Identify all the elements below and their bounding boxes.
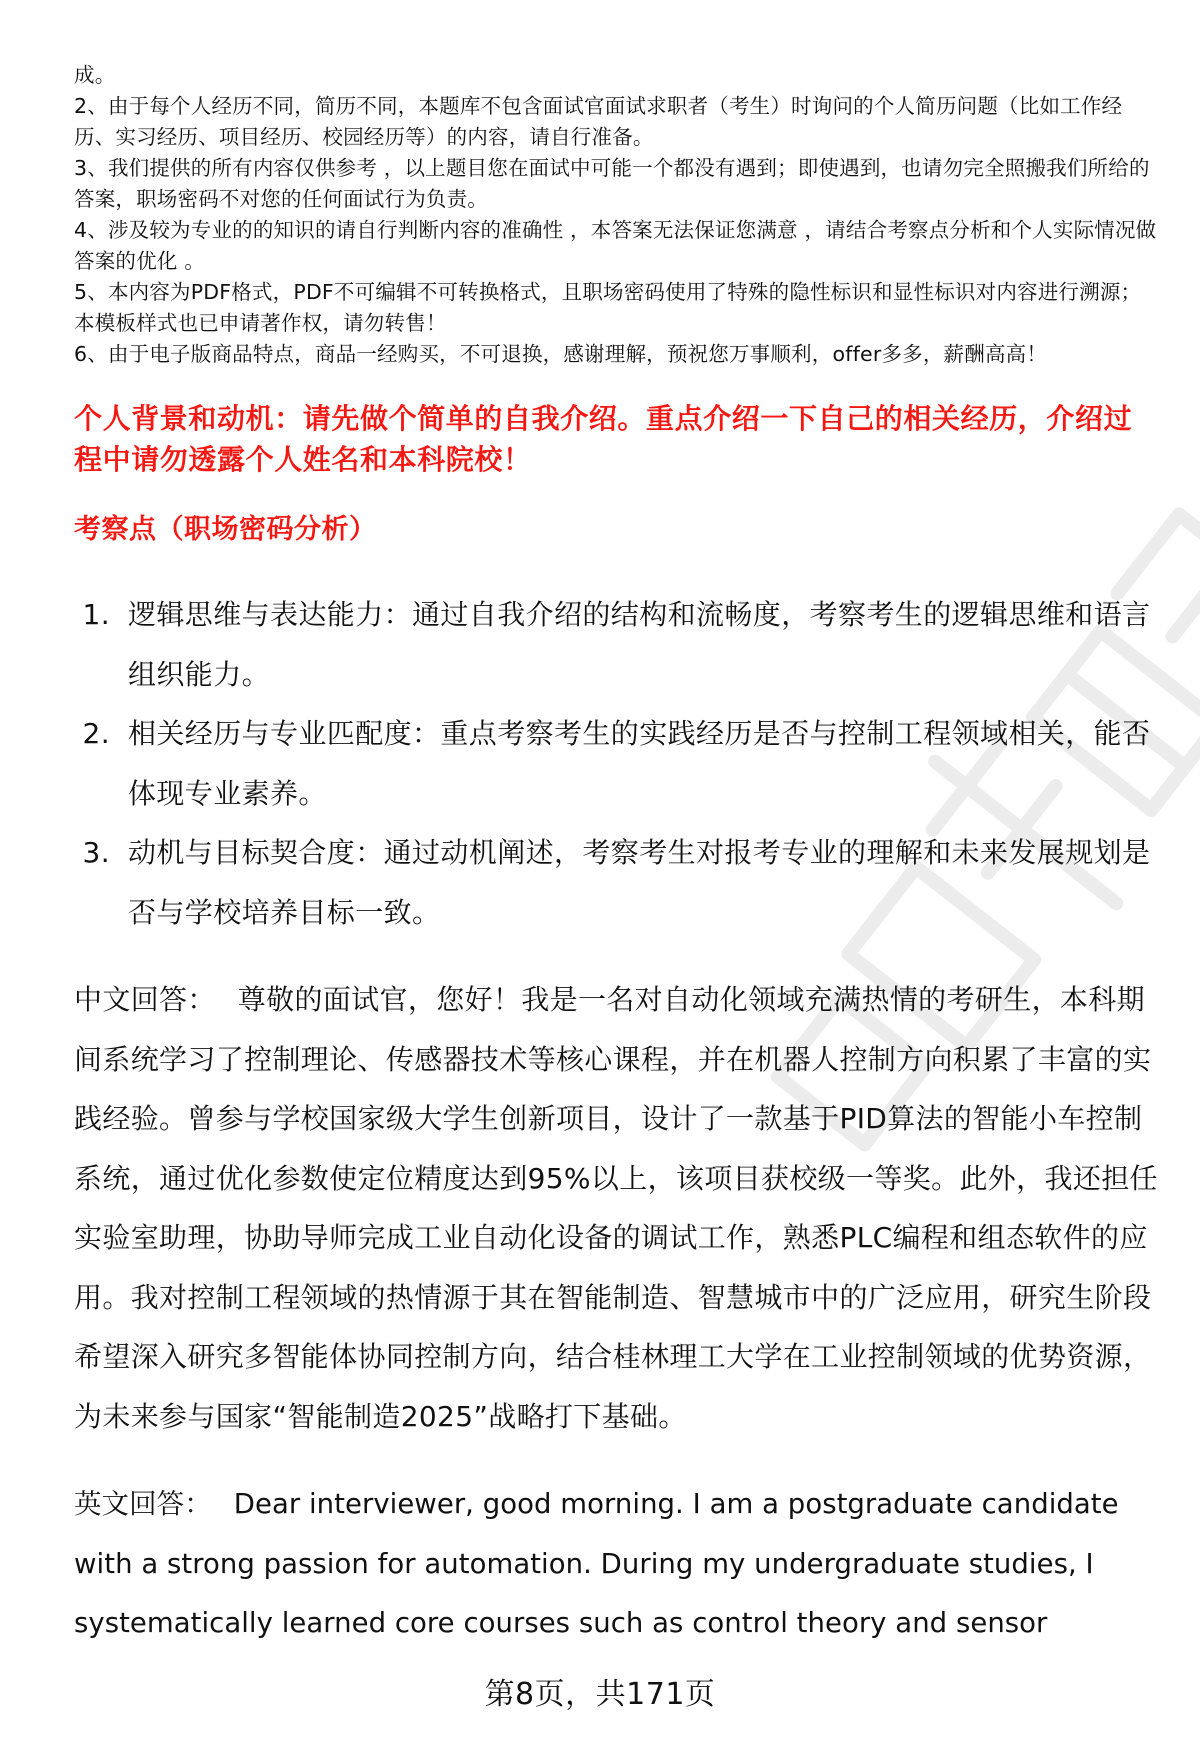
chinese-answer-label: 中文回答： (74, 983, 216, 1016)
point-number: 2. (82, 717, 110, 750)
chinese-answer (74, 970, 1164, 1446)
english-answer-label: 英文回答： (74, 1488, 212, 1520)
point-text: 相关经历与专业匹配度：重点考察考生的实践经历是否与控制工程领域相关，能否体现专业素养。 (128, 717, 1151, 810)
note-line: 成。 (74, 63, 116, 87)
note-line: 2、由于每个人经历不同，简历不同，本题库不包含面试官面试求职者（考生）时询问的个人简历问题（比如工作经历、实习经历、项目经历、校园经历等）的内容，请自行准备。 (74, 94, 1123, 149)
point-number: 3. (82, 836, 110, 869)
point-text: 逻辑思维与表达能力：通过自我介绍的结构和流畅度，考察考生的逻辑思维和语言组织能力。 (128, 598, 1151, 691)
note-line: 4、涉及较为专业的的知识的请自行判断内容的准确性 ，本答案无法保证您满意 ，请结合考察点分析和个人实际情况做答案的优化 。 (74, 218, 1157, 273)
point-text: 动机与目标契合度：通过动机阐述，考察考生对报考专业的理解和未来发展规划是否与学校培养目标一致。 (128, 836, 1151, 929)
page-footer: 第8页，共171页 (484, 1677, 716, 1712)
point-number: 1. (82, 598, 110, 631)
note-line: 6、由于电子版商品特点，商品一经购买，不可退换，感谢理解，预祝您万事顺利，offer多多，薪酬高高！ (74, 342, 1048, 366)
english-answer-text: Dear interviewer, good morning. I am a postgraduate candidate with a strong passion for automation. During my undergraduate studies, I systematically learned core courses such as control theory and sensor (74, 1488, 1119, 1639)
chinese-answer-text: 尊敬的面试官，您好！我是一名对自动化领域充满热情的考研生，本科期间系统学习了控制理论、传感器技术等核心课程，并在机器人控制方向积累了丰富的实践经验。曾参与学校国家级大学生创新项目，设计了一款基于PID算法的智能小车控制系统，通过优化参数使定位精度达到95%以上，该项目获校级一等奖。此外，我还担任实验室助理，协助导师完成工业自动化设备的调试工作，熟悉PLC编程和组态软件的应用。我对控制工程领域的热情源于其在智能制造、智慧城市中的广泛应用，研究生阶段希望深入研究多智能体协同控制方向，结合桂林理工大学在工业控制领域的优势资源，为未来参与国家“智能制造2025”战略打下基础。 (74, 983, 1158, 1433)
analysis-point (74, 704, 1159, 823)
note-line: 5、本内容为PDF格式，PDF不可编辑不可转换格式，且职场密码使用了特殊的隐性标识和显性标识对内容进行溯源；本模板样式也已申请著作权，请勿转售！ (74, 280, 1142, 335)
analysis-point (74, 585, 1159, 704)
analysis-point (74, 823, 1159, 942)
english-answer (74, 1475, 1164, 1654)
notes-block (74, 60, 1159, 370)
analysis-section-title: 考察点（职场密码分析） (74, 514, 377, 545)
analysis-points-list (74, 585, 1159, 942)
question-heading: 个人背景和动机：请先做个简单的自我介绍。重点介绍一下自己的相关经历，介绍过程中请勿透露个人姓名和本科院校！ (74, 402, 1133, 476)
note-line: 3、我们提供的所有内容仅供参考 ，以上题目您在面试中可能一个都没有遇到；即使遇到，也请勿完全照搬我们所给的答案，职场密码不对您的任何面试行为负责。 (74, 156, 1150, 211)
